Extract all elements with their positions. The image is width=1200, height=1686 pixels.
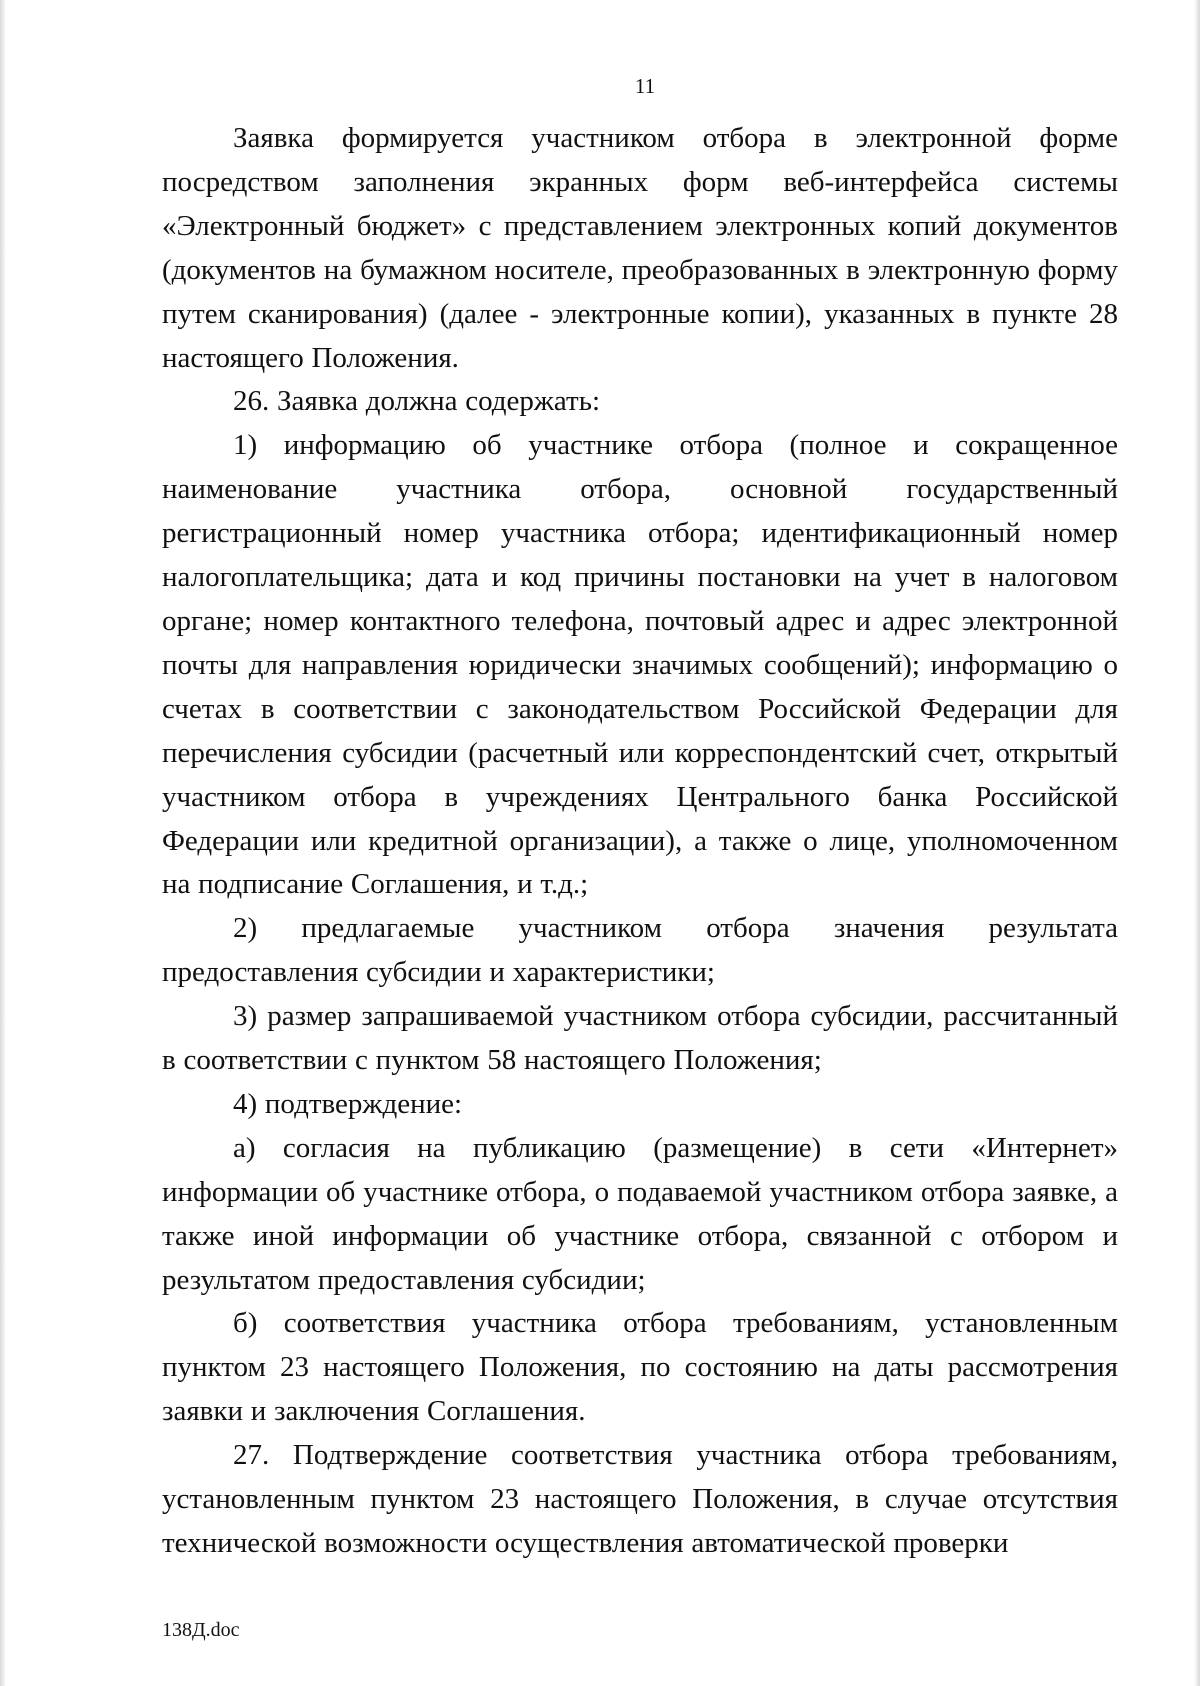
page-number: 11 bbox=[634, 74, 656, 98]
paragraph-item-4a: а) согласия на публикацию (размещение) в сети «Интернет» информации об участнике отбора, о подаваемой участником отбора заявке, а также иной информации об участнике отбора, связанной с отбором и результатом предоставления субсидии; bbox=[162, 1131, 1118, 1296]
scan-edge-right bbox=[1194, 0, 1200, 1686]
footer-filename: 138Д.doc bbox=[162, 1619, 240, 1641]
paragraph-item-2: 2) предлагаемые участником отбора значения результата предоставления субсидии и характеристики; bbox=[162, 912, 1118, 989]
paragraph-item-4: 4) подтверждение: bbox=[233, 1087, 463, 1120]
scan-edge-left bbox=[0, 0, 6, 1686]
document-body bbox=[162, 117, 1118, 1566]
paragraph-26-heading: 26. Заявка должна содержать: bbox=[233, 385, 601, 418]
paragraph-item-3: 3) размер запрашиваемой участником отбора субсидии, рассчитанный в соответствии с пунктом 58 настоящего Положения; bbox=[162, 1000, 1118, 1077]
paragraph-27: 27. Подтверждение соответствия участника отбора требованиям, установленным пунктом 23 настоящего Положения, в случае отсутствия технической возможности осуществления автоматической проверки bbox=[162, 1439, 1118, 1559]
paragraph-item-4b: б) соответствия участника отбора требованиям, установленным пунктом 23 настоящего Положения, по состоянию на даты рассмотрения заявки и заключения Соглашения. bbox=[162, 1307, 1118, 1428]
paragraph-item-1: 1) информацию об участнике отбора (полное и сокращенное наименование участника отбора, основной государственный регистрационный номер участника отбора; идентификационный номер налогоплательщика; дата и код причины постановки на учет в налоговом органе; номер контактного телефона, почтовый адрес и адрес электронной почты для направления юридически значимых сообщений); информацию о счетах в соответствии с законодательством Российской Федерации для перечисления субсидии (расчетный или корреспондентский счет, открытый участником отбора в учреждениях Центрального банка Российской Федерации или кредитной организации), а также о лице, уполномоченном на подписание Соглашения, и т.д.; bbox=[162, 429, 1118, 901]
paragraph-application-formation: Заявка формируется участником отбора в электронной форме посредством заполнения экранных форм веб-интерфейса системы «Электронный бюджет» с представлением электронных копий документов (документов на бумажном носителе, преобразованных в электронную форму путем сканирования) (далее - электронные копии), указанных в пункте 28 настоящего Положения. bbox=[162, 122, 1118, 374]
